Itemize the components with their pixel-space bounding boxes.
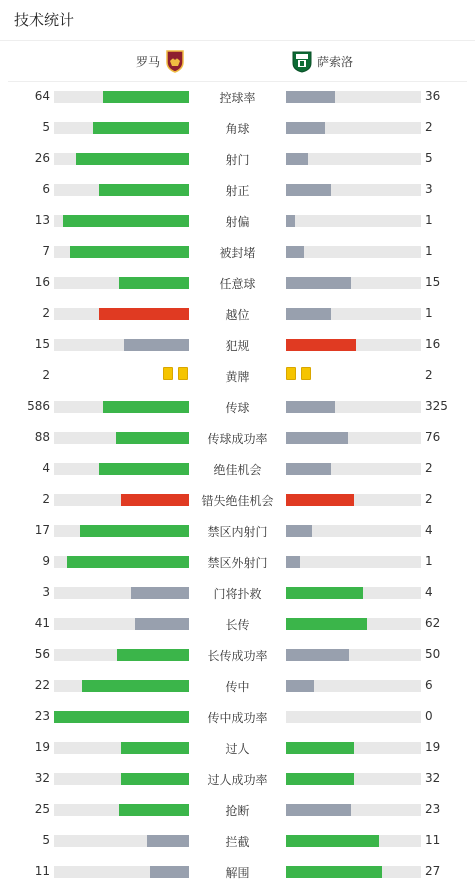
stat-row[interactable]: [0, 795, 475, 826]
home-stat-bar-fill: [135, 618, 189, 630]
stat-label: 过人成功率: [207, 773, 268, 787]
stat-label: 长传成功率: [207, 649, 268, 663]
away-stat-bar: [286, 91, 421, 103]
home-stat-value: 2: [42, 492, 50, 506]
home-stat-value: 13: [34, 213, 50, 227]
home-stat-bar-fill: [99, 184, 189, 196]
away-stat-value: 11: [425, 833, 441, 847]
stat-label: 传中: [225, 680, 250, 694]
home-stat-bar: [54, 525, 189, 537]
away-stat-value: 76: [425, 430, 441, 444]
yellow-card-icon: [178, 367, 188, 380]
stat-label: 传球: [225, 401, 250, 415]
away-stat-bar-fill: [286, 432, 348, 444]
stat-label: 犯规: [225, 339, 250, 353]
away-stat-bar-fill: [286, 153, 308, 165]
away-stat-bar: [286, 525, 421, 537]
away-stat-value: 1: [425, 306, 433, 320]
away-stat-value: 2: [425, 120, 433, 134]
home-stat-value: 11: [34, 864, 50, 878]
stat-label: 越位: [225, 308, 250, 322]
stat-label: 射偏: [225, 215, 250, 229]
away-stat-bar-fill: [286, 835, 379, 847]
home-stat-value: 7: [42, 244, 50, 258]
away-stat-bar: [286, 773, 421, 785]
away-stat-bar-fill: [286, 680, 314, 692]
yellow-card-icon: [286, 367, 296, 380]
away-stat-bar-fill: [286, 804, 351, 816]
away-stat-bar: [286, 339, 421, 351]
away-stat-bar-fill: [286, 339, 356, 351]
away-stat-value: 19: [425, 740, 441, 754]
away-stat-bar-fill: [286, 525, 312, 537]
away-stat-bar: [286, 742, 421, 754]
home-stat-bar: [54, 618, 189, 630]
away-stat-value: 16: [425, 337, 441, 351]
away-stat-bar: [286, 680, 421, 692]
home-stat-bar-fill: [76, 153, 189, 165]
away-stat-value: 3: [425, 182, 433, 196]
stat-row[interactable]: [0, 454, 475, 485]
home-stat-value: 586: [27, 399, 50, 413]
stat-row[interactable]: [0, 144, 475, 175]
stat-label: 错失绝佳机会: [201, 494, 274, 508]
home-stat-bar-fill: [103, 91, 189, 103]
home-stat-bar: [54, 339, 189, 351]
home-stat-bar-fill: [99, 308, 189, 320]
stat-label: 抢断: [225, 804, 250, 818]
page-title: 技术统计: [0, 0, 475, 41]
stat-row[interactable]: [0, 764, 475, 795]
stat-label: 拦截: [225, 835, 250, 849]
home-stat-bar-fill: [80, 525, 189, 537]
stat-row[interactable]: [0, 485, 475, 516]
stat-row[interactable]: [0, 826, 475, 857]
home-stat-bar: [54, 91, 189, 103]
home-stat-bar: [54, 122, 189, 134]
home-stat-bar-fill: [121, 773, 189, 785]
stat-row[interactable]: [0, 299, 475, 330]
stat-label: 长传: [225, 618, 250, 632]
home-stat-bar: [54, 277, 189, 289]
home-stat-bar: [54, 184, 189, 196]
home-stat-bar: [54, 463, 189, 475]
stat-row[interactable]: [0, 268, 475, 299]
home-stat-bar: [54, 556, 189, 568]
home-stat-bar: [54, 246, 189, 258]
stat-row[interactable]: [0, 609, 475, 640]
home-stat-value: 22: [34, 678, 50, 692]
away-stat-value: 2: [425, 492, 433, 506]
away-stat-bar: [286, 711, 421, 723]
home-stat-bar: [54, 308, 189, 320]
home-stat-bar: [54, 680, 189, 692]
stat-row[interactable]: [0, 330, 475, 361]
away-stat-bar-fill: [286, 277, 351, 289]
away-stat-bar: [286, 308, 421, 320]
away-stat-value: 62: [425, 616, 441, 630]
away-stat-bar: [286, 494, 421, 506]
stat-label: 门将扑救: [213, 587, 262, 601]
away-stat-value: 1: [425, 213, 433, 227]
stat-label: 角球: [225, 122, 250, 136]
home-stat-bar: [54, 804, 189, 816]
stat-row[interactable]: [0, 206, 475, 237]
home-stat-value: 26: [34, 151, 50, 165]
stat-label: 过人: [225, 742, 250, 756]
home-stat-value: 23: [34, 709, 50, 723]
home-stat-bar: [54, 587, 189, 599]
away-stat-bar-fill: [286, 215, 295, 227]
home-stat-value: 64: [34, 89, 50, 103]
home-stat-value: 19: [34, 740, 50, 754]
away-stat-bar-fill: [286, 556, 300, 568]
away-stat-bar-fill: [286, 742, 354, 754]
stat-row[interactable]: [0, 175, 475, 206]
stats-list: [0, 82, 475, 888]
home-stat-value: 88: [34, 430, 50, 444]
home-stat-value: 15: [34, 337, 50, 351]
home-stat-value: 17: [34, 523, 50, 537]
stat-label: 绝佳机会: [213, 463, 262, 477]
stat-row[interactable]: [0, 113, 475, 144]
away-stat-bar-fill: [286, 773, 354, 785]
stat-row[interactable]: [0, 392, 475, 423]
home-team[interactable]: [131, 41, 185, 81]
away-stat-value: 325: [425, 399, 448, 413]
away-stat-bar: [286, 432, 421, 444]
away-stat-value: 2: [425, 368, 433, 382]
home-stat-value: 2: [42, 368, 50, 382]
home-stat-value: 3: [42, 585, 50, 599]
stat-label: 被封堵: [219, 246, 256, 260]
home-stat-value: 32: [34, 771, 50, 785]
home-stat-bar-fill: [119, 804, 189, 816]
away-stat-bar: [286, 587, 421, 599]
stat-row[interactable]: [0, 578, 475, 609]
home-stat-bar-fill: [70, 246, 189, 258]
away-stat-bar: [286, 246, 421, 258]
away-stat-value: 2: [425, 461, 433, 475]
away-stat-value: 32: [425, 771, 441, 785]
away-stat-value: 23: [425, 802, 441, 816]
home-stat-value: 2: [42, 306, 50, 320]
stat-label: 控球率: [219, 91, 256, 105]
away-stat-bar: [286, 122, 421, 134]
home-stat-value: 16: [34, 275, 50, 289]
stat-row[interactable]: [0, 547, 475, 578]
away-stat-value: 50: [425, 647, 441, 661]
away-stat-bar-fill: [286, 184, 331, 196]
stat-label: 任意球: [219, 277, 256, 291]
home-stat-bar: [54, 649, 189, 661]
home-stat-bar-fill: [116, 432, 189, 444]
home-stat-value: 6: [42, 182, 50, 196]
home-stat-bar: [54, 401, 189, 413]
stat-row[interactable]: [0, 82, 475, 113]
away-stat-value: 1: [425, 554, 433, 568]
away-stat-value: 0: [425, 709, 433, 723]
stat-label: 传球成功率: [207, 432, 268, 446]
home-stat-bar-fill: [131, 587, 189, 599]
home-stat-bar-fill: [103, 401, 189, 413]
away-stat-bar: [286, 649, 421, 661]
away-stat-value: 1: [425, 244, 433, 258]
home-stat-bar: [54, 866, 189, 878]
away-stat-bar-fill: [286, 91, 335, 103]
home-stat-bar-fill: [93, 122, 189, 134]
stat-row[interactable]: [0, 423, 475, 454]
home-stat-value: 9: [42, 554, 50, 568]
away-stat-bar-fill: [286, 866, 382, 878]
away-stat-bar-fill: [286, 618, 367, 630]
away-stat-value: 5: [425, 151, 433, 165]
away-stat-bar: [286, 463, 421, 475]
away-stat-bar-fill: [286, 246, 304, 258]
home-stat-value: 5: [42, 120, 50, 134]
home-stat-bar: [54, 215, 189, 227]
home-stat-bar: [54, 432, 189, 444]
away-stat-bar-fill: [286, 463, 331, 475]
home-stat-value: 41: [34, 616, 50, 630]
home-stat-bar: [54, 835, 189, 847]
home-stat-bar-fill: [119, 277, 189, 289]
away-stat-bar-fill: [286, 649, 349, 661]
away-stat-bar-fill: [286, 122, 325, 134]
home-stat-bar: [54, 773, 189, 785]
stat-label: 射门: [225, 153, 250, 167]
away-stat-bar: [286, 835, 421, 847]
away-stat-value: 4: [425, 585, 433, 599]
stat-label: 禁区内射门: [207, 525, 268, 539]
stat-row[interactable]: [0, 237, 475, 268]
home-stat-bar-fill: [99, 463, 189, 475]
home-stat-bar: [54, 742, 189, 754]
sassuolo-crest-icon: [292, 49, 312, 73]
away-stat-bar: [286, 556, 421, 568]
home-stat-bar-fill: [121, 742, 189, 754]
away-stat-bar: [286, 401, 421, 413]
away-stat-value: 15: [425, 275, 441, 289]
stat-row[interactable]: [0, 733, 475, 764]
home-stat-bar-fill: [124, 339, 189, 351]
home-stat-value: 4: [42, 461, 50, 475]
stat-label: 黄牌: [225, 370, 250, 384]
home-stat-bar-fill: [54, 711, 189, 723]
stat-label: 解围: [225, 866, 250, 880]
away-team[interactable]: [292, 41, 358, 81]
away-stat-bar-fill: [286, 401, 335, 413]
away-stat-bar-fill: [286, 308, 331, 320]
stat-row[interactable]: [0, 516, 475, 547]
teams-header: [8, 41, 467, 82]
away-stat-bar: [286, 184, 421, 196]
stat-row[interactable]: [0, 857, 475, 888]
stat-row[interactable]: [0, 361, 475, 392]
away-stat-bar-fill: [286, 587, 363, 599]
away-stat-bar: [286, 277, 421, 289]
home-stat-bar-fill: [82, 680, 189, 692]
home-stat-bar: [54, 494, 189, 506]
away-stat-value: 6: [425, 678, 433, 692]
home-stat-bar-fill: [147, 835, 189, 847]
away-stat-bar: [286, 153, 421, 165]
home-stat-bar-fill: [117, 649, 189, 661]
home-stat-bar: [54, 711, 189, 723]
home-stat-value: 25: [34, 802, 50, 816]
home-stat-bar: [54, 153, 189, 165]
stat-label: 射正: [225, 184, 250, 198]
away-stat-value: 36: [425, 89, 441, 103]
home-stat-bar-fill: [150, 866, 189, 878]
home-stat-value: 56: [34, 647, 50, 661]
away-stat-value: 27: [425, 864, 441, 878]
away-stat-bar: [286, 618, 421, 630]
stat-label: 传中成功率: [207, 711, 268, 725]
stat-row[interactable]: [0, 640, 475, 671]
away-stat-bar: [286, 215, 421, 227]
home-stat-bar-fill: [63, 215, 189, 227]
yellow-card-icon: [301, 367, 311, 380]
home-stat-value: 5: [42, 833, 50, 847]
home-team-name: 罗马: [135, 54, 160, 69]
away-stat-bar: [286, 866, 421, 878]
away-team-name: 萨索洛: [317, 54, 354, 69]
stat-row[interactable]: [0, 671, 475, 702]
home-stat-bar-fill: [67, 556, 189, 568]
stat-row[interactable]: [0, 702, 475, 733]
yellow-card-icon: [163, 367, 173, 380]
stat-label: 禁区外射门: [207, 556, 268, 570]
away-stat-bar-fill: [286, 494, 354, 506]
home-stat-bar-fill: [121, 494, 189, 506]
away-stat-value: 4: [425, 523, 433, 537]
roma-crest-icon: [165, 49, 185, 73]
away-stat-bar: [286, 804, 421, 816]
